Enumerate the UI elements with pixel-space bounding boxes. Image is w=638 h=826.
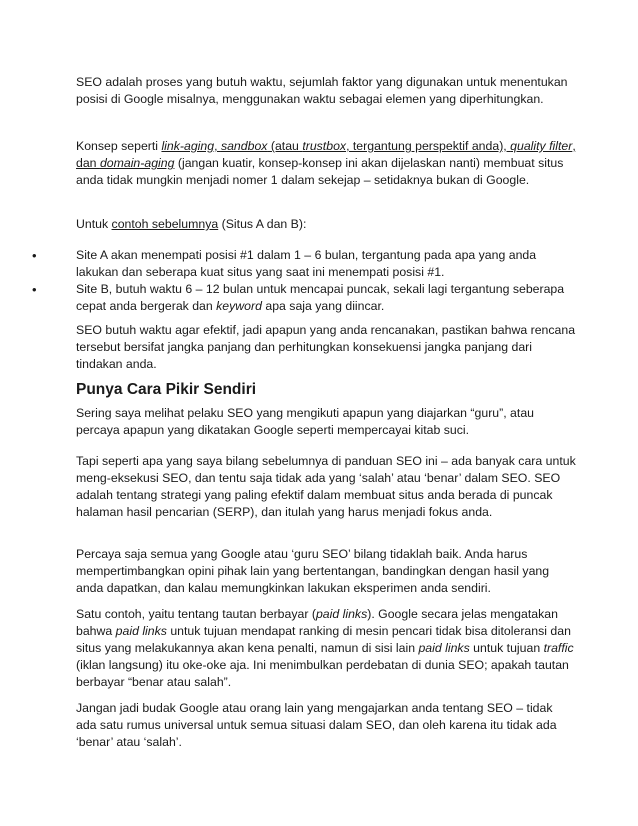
paragraph-concepts	[76, 138, 576, 189]
contoh-sebelumnya-link[interactable]: contoh sebelumnya	[111, 217, 219, 231]
section-heading: Punya Cara Pikir Sendiri	[76, 381, 257, 398]
text-segment: (jangan kuatir, konsep-konsep ini akan dijelaskan nanti) membuat situs anda tidak mungkin menjadi nomer 1 dalam sekejap – setidaknya bukan di Google.	[76, 156, 564, 187]
paragraph-dont-trust: Percaya saja semua yang Google atau ‘guru SEO’ bilang tidaklah baik. Anda harus mempertimbangkan opini pihak lain yang bertentangan, bandingkan dengan hasil yang anda dapatkan, dan kalau memungkinkan lakukan eksperimen anda sendiri.	[76, 547, 550, 595]
list-item-site-a: Site A akan menempati posisi #1 dalam 1 – 6 bulan, tergantung pada apa yang anda lakukan dan seberapa kuat situs yang saat ini menempati posisi #1.	[76, 248, 537, 279]
paragraph-example-intro: Untuk contoh sebelumnya (Situs A dan B):	[76, 217, 307, 231]
paragraph-paid-links: Satu contoh, yaitu tentang tautan berbayar (paid links). Google secara jelas mengatakan bahwa paid links untuk tujuan mendapat ranking di mesin pencari tidak bisa ditoleransi dan situs yang melakukannya akan kena penalti, namun di sisi lain paid links untuk tujuan traffic (iklan langsung) itu oke-oke aja. Ini menimbulkan perdebatan di dunia SEO; apakah tautan berbayar “benar atau salah”.	[76, 607, 574, 689]
paragraph-conclusion: Jangan jadi budak Google atau orang lain yang mengajarkan anda tentang SEO – tidak ada satu rumus universal untuk semua situasi dalam SEO, dan oleh karena itu tidak ada ‘benar’ atau ‘salah’.	[76, 701, 557, 749]
bullet-marker: •	[32, 248, 37, 263]
bullet-marker: •	[32, 282, 37, 297]
paragraph-seo-time: SEO butuh waktu agar efektif, jadi apapun yang anda rencanakan, pastikan bahwa rencana tersebut bersifat jangka panjang dan perhitungkan konsekuensi jangka panjang dari tindakan anda.	[76, 323, 576, 371]
link-aging-link[interactable]: link-aging, sandbox (atau trustbox, tergantung perspektif anda), quality filter, dan domain-aging	[76, 139, 576, 170]
text-segment: Konsep seperti	[76, 139, 162, 153]
paragraph-intro: SEO adalah proses yang butuh waktu, sejumlah faktor yang digunakan untuk menentukan posisi di Google misalnya, menggunakan waktu sebagai elemen yang diperhitungkan.	[76, 75, 568, 106]
paragraph-guru: Sering saya melihat pelaku SEO yang mengikuti apapun yang diajarkan “guru”, atau percaya apapun yang dikatakan Google seperti mempercayai kitab suci.	[76, 406, 534, 437]
list-item-site-b: Site B, butuh waktu 6 – 12 bulan untuk mencapai puncak, sekali lagi tergantung seberapa cepat anda bergerak dan keyword apa saja yang diincar.	[76, 282, 565, 313]
paragraph-no-right-wrong: Tapi seperti apa yang saya bilang sebelumnya di panduan SEO ini – ada banyak cara untuk meng-eksekusi SEO, dan tentu saja tidak ada yang ‘salah’ atau ‘benar’ dalam SEO. SEO adalah tentang strategi yang paling efektif dalam membuat situs anda berada di puncak halaman hasil pencarian (SERP), dan itulah yang harus menjadi fokus anda.	[76, 454, 576, 519]
